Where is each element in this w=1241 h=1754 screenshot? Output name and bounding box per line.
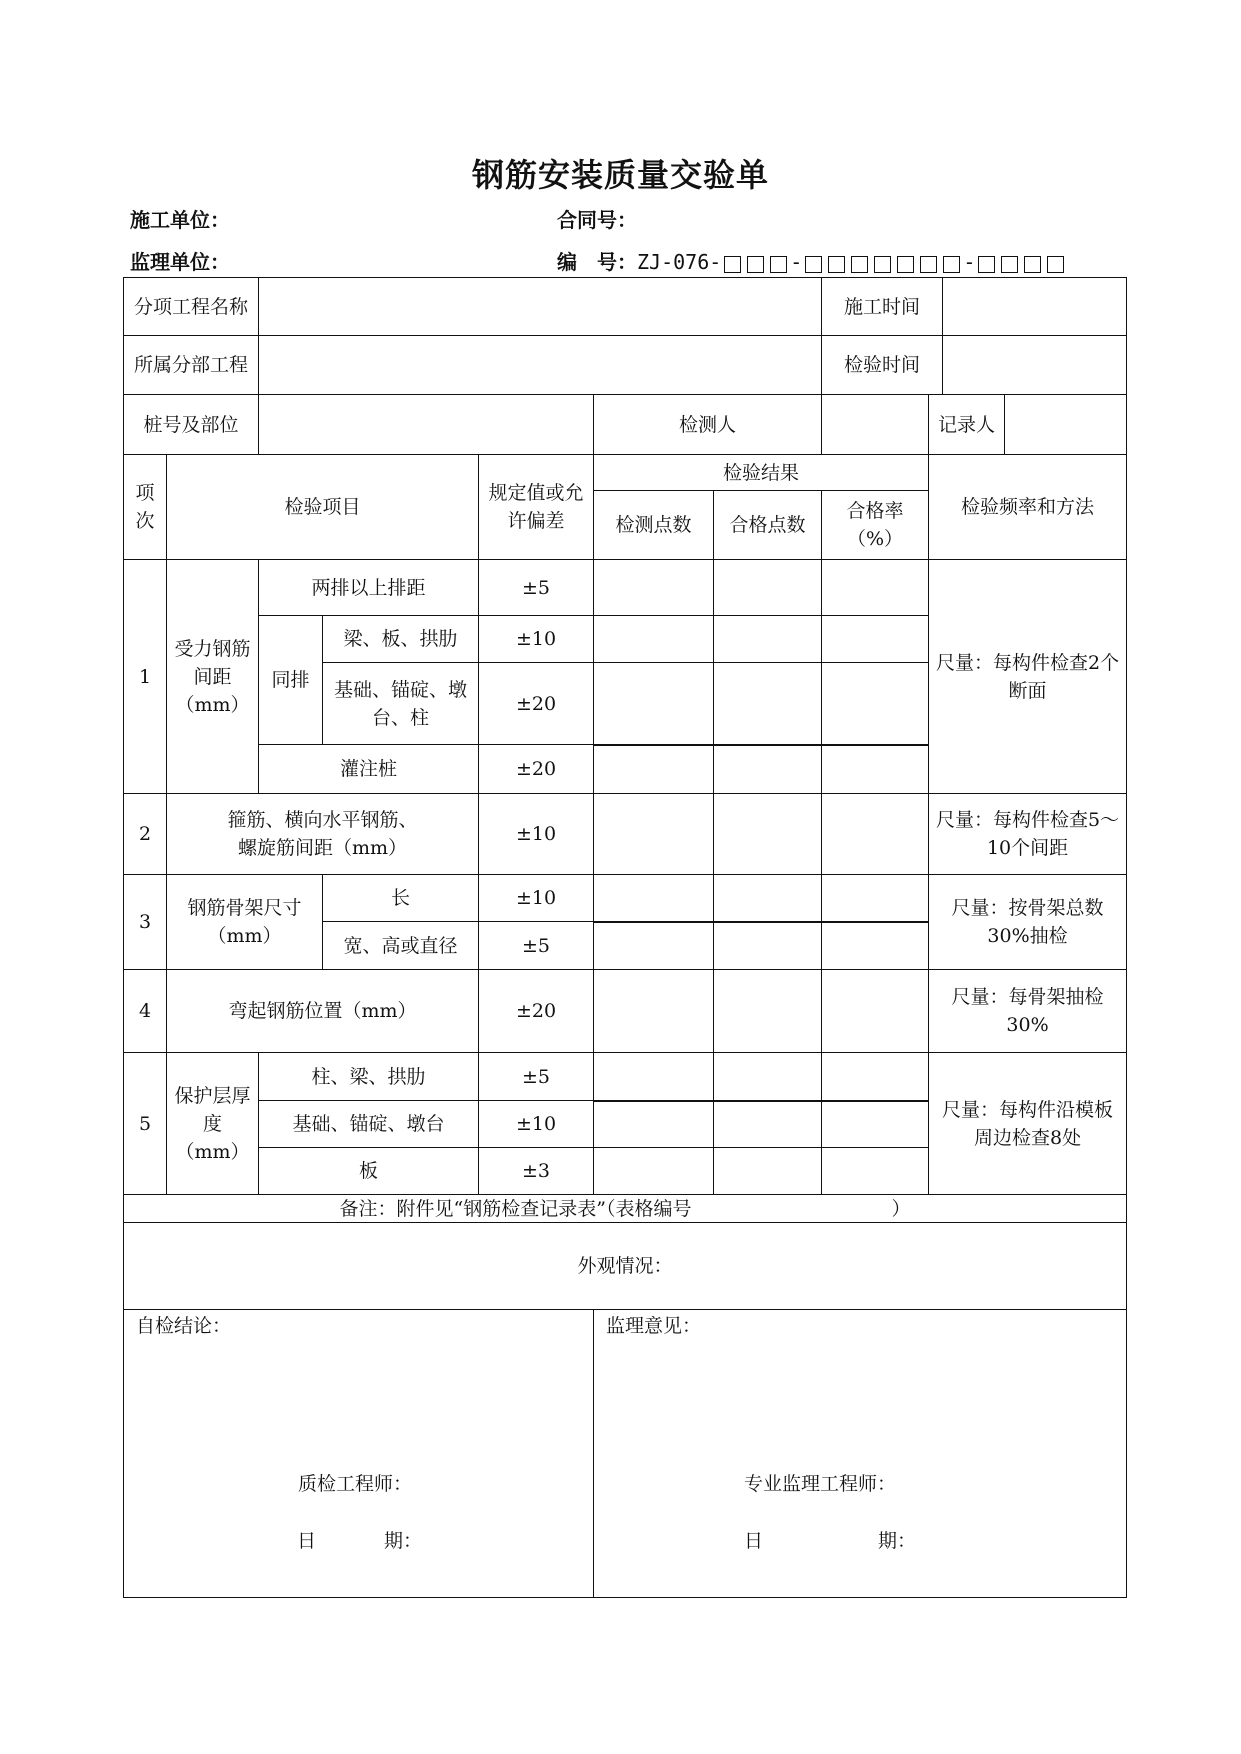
item-1-same-row-label: 同排 [259,616,323,745]
result-cell[interactable] [594,875,714,922]
contract-no-label: 合同号： [557,208,637,232]
result-cell[interactable] [822,970,929,1053]
sub-project-name-label: 分项工程名称 [124,278,259,336]
result-cell[interactable] [714,922,822,970]
result-cell[interactable] [714,970,822,1053]
item-5-tol-3: ±3 [479,1148,594,1195]
item-4-name: 弯起钢筋位置（mm） [167,970,479,1053]
item-5-sub-3: 板 [259,1148,479,1195]
item-1-sub-4: 灌注桩 [259,745,479,794]
item-5-sub-1: 柱、梁、拱肋 [259,1053,479,1101]
division-project-field[interactable] [259,336,822,395]
serial-boxes-group-2 [802,252,963,276]
result-cell[interactable] [822,875,929,922]
item-1-method: 尺量：每构件检查2个断面 [929,560,1127,794]
result-cell[interactable] [594,1053,714,1101]
result-cell[interactable] [714,1148,822,1195]
result-cell[interactable] [594,970,714,1053]
item-1-sub-3: 基础、锚碇、墩台、柱 [323,663,479,745]
col-measured-points: 检测点数 [594,491,714,560]
result-cell[interactable] [714,560,822,616]
serial-number [557,246,1067,276]
result-cell[interactable] [822,794,929,875]
item-2-method: 尺量：每构件检查5～10个间距 [929,794,1127,875]
construction-time-label: 施工时间 [822,278,943,336]
col-frequency-method: 检验频率和方法 [929,455,1127,560]
self-check-label: 自检结论： [136,1315,232,1337]
serial-dash-2: - [963,250,976,274]
item-1-tol-2: ±10 [479,616,594,663]
result-cell[interactable] [714,794,822,875]
result-cell[interactable] [822,663,929,745]
serial-boxes-group-1 [721,252,790,276]
item-2-name: 箍筋、横向水平钢筋、 螺旋筋间距（mm） [167,794,479,875]
serial-prefix: ZJ-076- [637,250,722,274]
station-location-label: 桩号及部位 [124,395,259,455]
division-project-label: 所属分部工程 [124,336,259,395]
serial-boxes-group-3 [975,252,1067,276]
recorder-label: 记录人 [929,395,1005,455]
self-check-section[interactable] [124,1310,594,1598]
sub-project-name-field[interactable] [259,278,822,336]
serial-no-label: 编 号： [557,250,637,274]
inspection-time-label: 检验时间 [822,336,943,395]
item-1-tol-1: ±5 [479,560,594,616]
result-cell[interactable] [822,560,929,616]
result-cell[interactable] [822,1148,929,1195]
item-3-method: 尺量：按骨架总数30%抽检 [929,875,1127,970]
result-cell[interactable] [822,922,929,970]
qc-engineer-label: 质检工程师： [298,1473,413,1495]
result-cell[interactable] [714,745,822,794]
qc-date-qi: 期： [384,1530,423,1552]
item-3-tol-1: ±10 [479,875,594,922]
sup-date-qi: 期： [878,1530,917,1552]
qc-date-ri: 日 [297,1530,317,1552]
result-cell[interactable] [594,922,714,970]
result-cell[interactable] [594,745,714,794]
construction-time-field[interactable] [943,278,1127,336]
col-qualified-points: 合格点数 [714,491,822,560]
result-cell[interactable] [822,1053,929,1101]
result-cell[interactable] [594,1101,714,1148]
result-cell[interactable] [822,745,929,794]
remarks-note: 备注：附件见“钢筋检查记录表”（表格编号 ） [124,1195,1127,1223]
result-cell[interactable] [714,1053,822,1101]
item-1-sub-2: 梁、板、拱肋 [323,616,479,663]
item-3-sub-2: 宽、高或直径 [323,922,479,970]
supervision-opinion-section[interactable] [594,1310,1127,1598]
supervising-engineer-label: 专业监理工程师： [744,1473,897,1495]
serial-dash-1: - [790,250,803,274]
item-4-method: 尺量：每骨架抽检30% [929,970,1127,1053]
item-5-sub-2: 基础、锚碇、墩台 [259,1101,479,1148]
item-3-no: 3 [124,875,167,970]
result-cell[interactable] [822,1101,929,1148]
result-cell[interactable] [594,794,714,875]
result-cell[interactable] [822,616,929,663]
station-location-field[interactable] [259,395,594,455]
col-item-no: 项次 [124,455,167,560]
item-5-no: 5 [124,1053,167,1195]
item-5-tol-1: ±5 [479,1053,594,1101]
item-1-tol-4: ±20 [479,745,594,794]
item-4-tol: ±20 [479,970,594,1053]
result-cell[interactable] [714,1101,822,1148]
item-1-sub-1: 两排以上排距 [259,560,479,616]
result-cell[interactable] [594,1148,714,1195]
result-cell[interactable] [594,560,714,616]
item-5-tol-2: ±10 [479,1101,594,1148]
inspector-label: 检测人 [594,395,822,455]
item-3-tol-2: ±5 [479,922,594,970]
inspection-time-field[interactable] [943,336,1127,395]
item-5-method: 尺量：每构件沿模板 周边检查8处 [929,1053,1127,1195]
item-1-tol-3: ±20 [479,663,594,745]
item-1-name: 受力钢筋间距（mm） [167,560,259,794]
supervision-unit-label: 监理单位： [130,250,230,274]
inspector-field[interactable] [822,395,929,455]
supervision-opinion-label: 监理意见： [606,1315,702,1337]
inspection-form-table [123,277,1127,1598]
construction-unit-label: 施工单位： [130,208,230,232]
result-cell[interactable] [714,616,822,663]
col-allowed-deviation: 规定值或允许偏差 [479,455,594,560]
item-2-tol: ±10 [479,794,594,875]
col-inspection-result: 检验结果 [594,455,929,491]
item-3-name: 钢筋骨架尺寸（mm） [167,875,323,970]
item-4-no: 4 [124,970,167,1053]
item-2-no: 2 [124,794,167,875]
col-pass-rate: 合格率 （%） [822,491,929,560]
appearance-label: 外观情况： [577,1255,673,1277]
item-1-no: 1 [124,560,167,794]
result-cell[interactable] [714,875,822,922]
item-5-name: 保护层厚度（mm） [167,1053,259,1195]
recorder-field[interactable] [1005,395,1127,455]
item-3-sub-1: 长 [323,875,479,922]
sup-date-ri: 日 [744,1530,764,1552]
col-inspection-item: 检验项目 [167,455,479,560]
result-cell[interactable] [594,663,714,745]
result-cell[interactable] [714,663,822,745]
result-cell[interactable] [594,616,714,663]
document-title: 钢筋安装质量交验单 [471,156,769,194]
appearance-section[interactable] [124,1223,1127,1310]
